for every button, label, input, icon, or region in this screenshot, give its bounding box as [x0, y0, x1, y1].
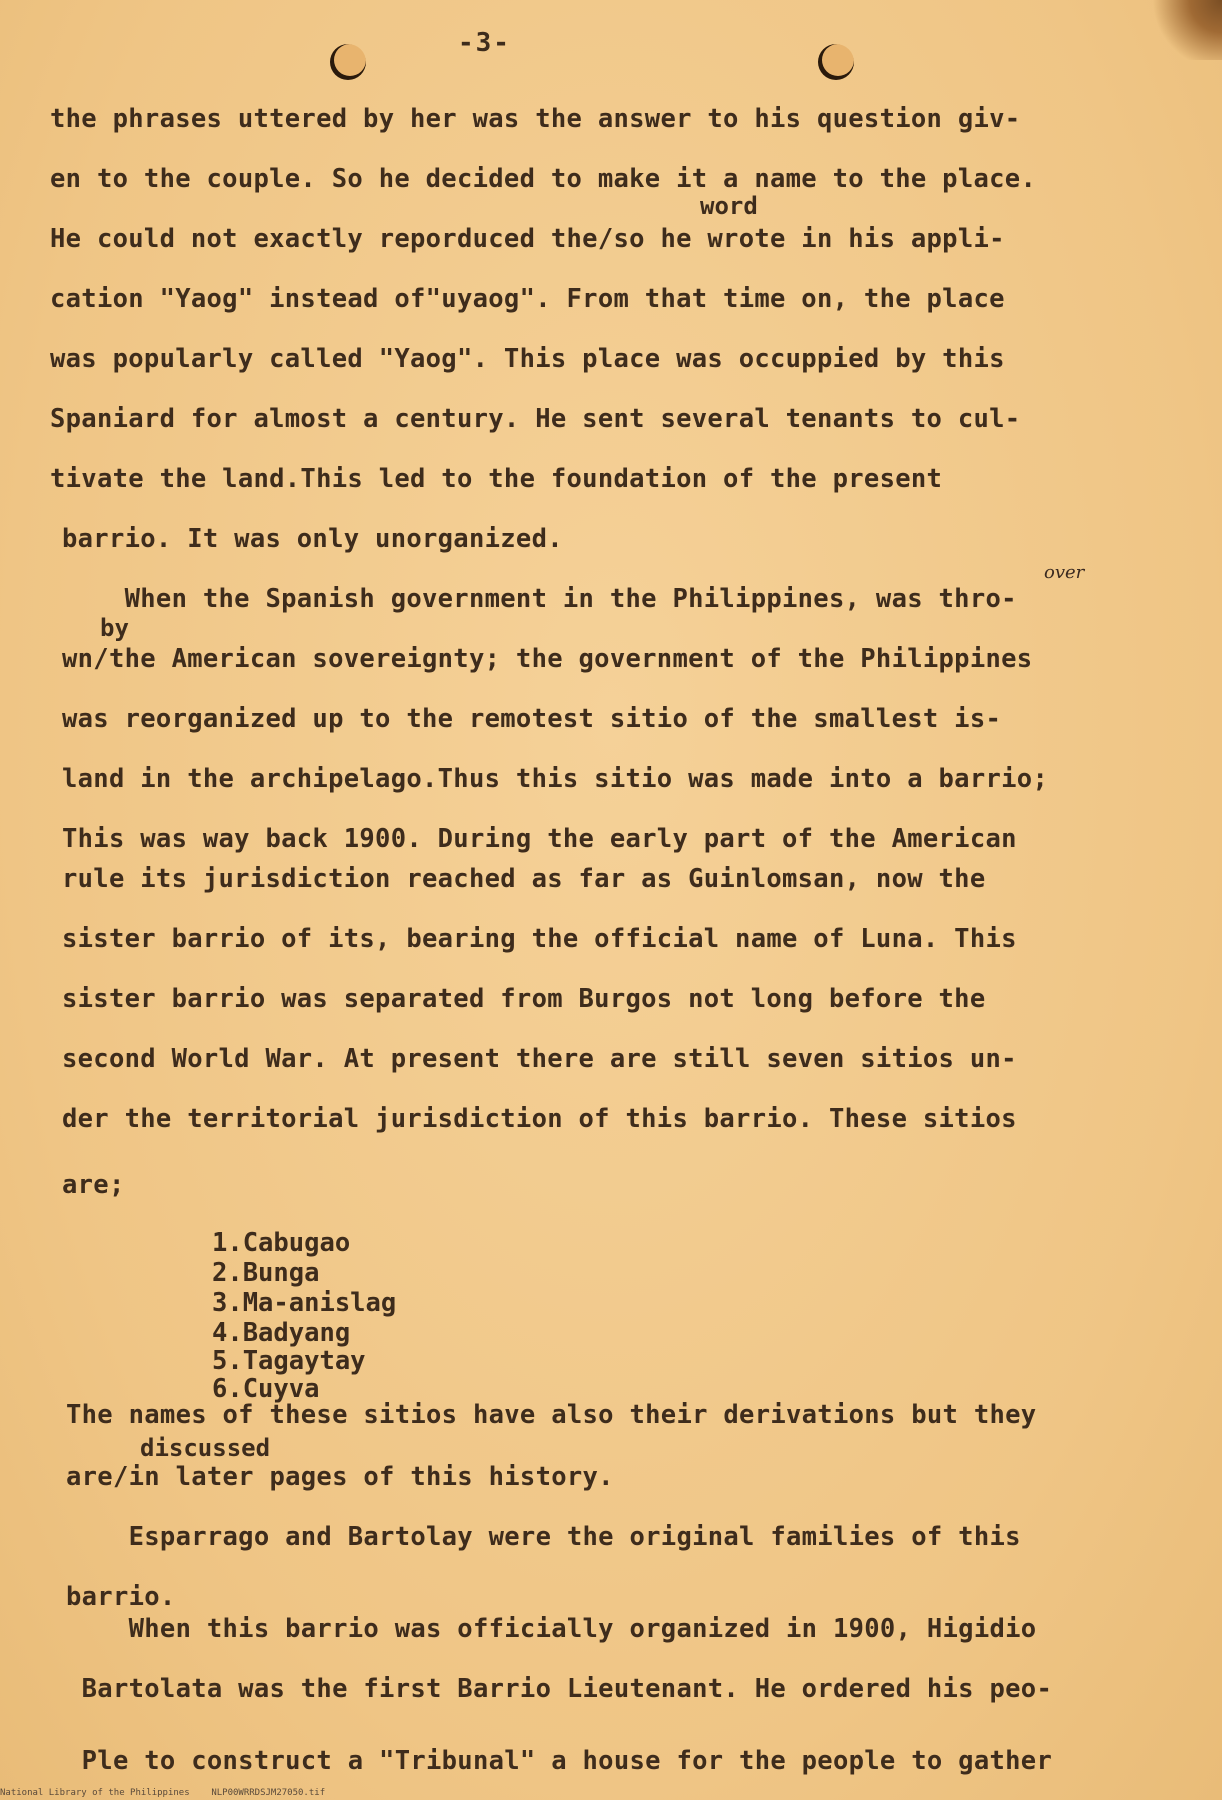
page-number: -3- [458, 28, 511, 58]
text-families-2: barrio. [66, 1582, 176, 1612]
text-line-5: was popularly called "Yaog". This place was occuppied by this [50, 344, 1005, 374]
text-line-18: der the territorial jurisdiction of this barrio. These sitios [62, 1104, 1017, 1134]
text-line-4: cation "Yaog" instead of"uyaog". From that time on, the place [50, 284, 1005, 314]
text-line-19: are; [62, 1170, 125, 1200]
punch-hole-right [818, 44, 854, 80]
text-line-6: Spaniard for almost a century. He sent several tenants to cul- [50, 404, 1021, 434]
text-line-9: When the Spanish government in the Philippines, was thro- [62, 584, 1017, 614]
text-line-11: was reorganized up to the remotest sitio of the smallest is- [62, 704, 1002, 734]
text-line-2: en to the couple. So he decided to make it a name to the place. [50, 164, 1037, 194]
text-families: Esparrago and Bartolay were the original families of this [66, 1522, 1021, 1552]
text-line-16: sister barrio was separated from Burgos not long before the [62, 984, 986, 1014]
punch-hole-left [330, 44, 366, 80]
text-line-3: He could not exactly reporduced the/so he wrote in his appli- [50, 224, 1005, 254]
text-1900: When this barrio was officially organized in 1900, Higidio [66, 1614, 1037, 1644]
footer-caption: National Library of the Philippines NLP00WRRDSJM27050.tif [0, 1788, 326, 1798]
sitio-item-4: 4.Badyang [212, 1318, 351, 1348]
text-1900-3: Ple to construct a "Tribunal" a house for the people to gather [66, 1746, 1053, 1776]
sitio-item-1: 1.Cabugao [212, 1228, 351, 1258]
text-after-list-2: are/in later pages of this history. [66, 1462, 614, 1492]
text-line-7: tivate the land.This led to the foundation of the present [50, 464, 943, 494]
text-line-17: second World War. At present there are still seven sitios un- [62, 1044, 1017, 1074]
sitio-item-6: 6.Cuyva [212, 1374, 320, 1404]
text-1900-2: Bartolata was the first Barrio Lieutenant. He ordered his peo- [66, 1674, 1053, 1704]
insert-discussed: discussed [140, 1434, 271, 1462]
text-line-14: rule its jurisdiction reached as far as Guinlomsan, now the [62, 864, 986, 894]
insert-by: by [100, 614, 129, 642]
text-line-13: This was way back 1900. During the early part of the American [62, 824, 1017, 854]
corner-stain [1152, 0, 1222, 60]
text-line-10: wn/the American sovereignty; the government of the Philippines [62, 644, 1033, 674]
text-after-list: The names of these sitios have also their derivations but they [66, 1400, 1037, 1430]
text-line-15: sister barrio of its, bearing the official name of Luna. This [62, 924, 1017, 954]
insert-word: word [700, 192, 758, 220]
sitio-item-2: 2.Bunga [212, 1258, 320, 1288]
text-line-1: the phrases uttered by her was the answer to his question giv- [50, 104, 1021, 134]
handwritten-over: over [1044, 562, 1085, 583]
text-line-12: land in the archipelago.Thus this sitio was made into a barrio; [62, 764, 1049, 794]
sitio-item-3: 3.Ma-anislag [212, 1288, 397, 1318]
text-line-8: barrio. It was only unorganized. [62, 524, 563, 554]
sitio-item-5: 5.Tagaytay [212, 1346, 366, 1376]
